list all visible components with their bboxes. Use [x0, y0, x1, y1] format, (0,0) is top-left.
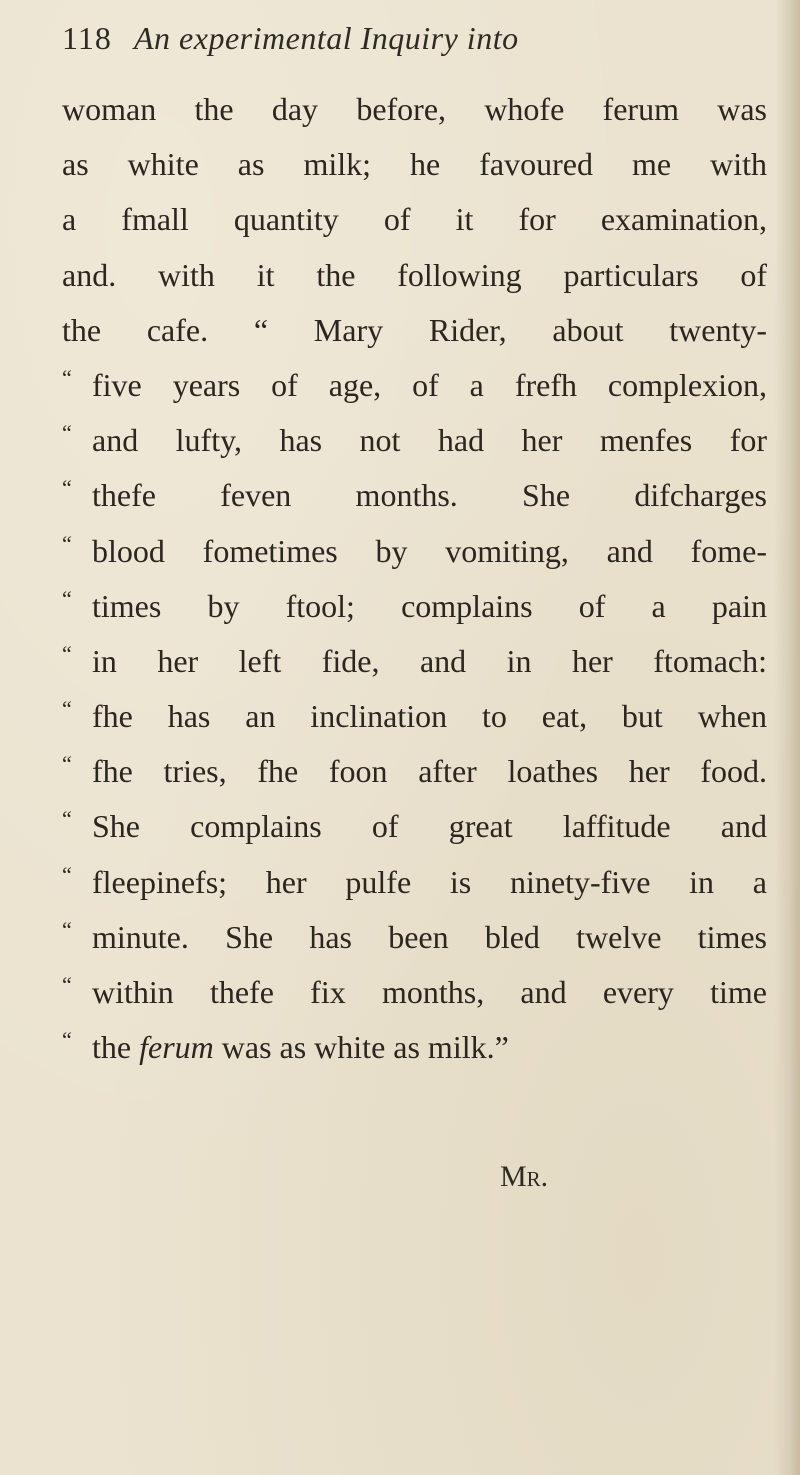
- quoted-line-text: [92, 1020, 767, 1075]
- last-line-prefix: the: [92, 1029, 140, 1066]
- quote-mark: “: [62, 806, 72, 832]
- quote-mark: “: [62, 972, 72, 997]
- text-line: a fmall quantity of it for examination,: [62, 201, 767, 238]
- body-text: [62, 82, 767, 1075]
- running-head-title: An experimental Inquiry into: [134, 20, 519, 56]
- quoted-line: [62, 468, 767, 523]
- quoted-line-text: in her left fide, and in her ftomach:: [92, 642, 767, 679]
- quoted-line: [62, 689, 767, 744]
- quoted-line-last: [62, 1020, 767, 1075]
- quote-mark: “: [62, 640, 72, 666]
- quoted-line-text: fleepinefs; her pulfe is ninety-five in a: [92, 863, 767, 900]
- quoted-line-text: minute. She has been bled twelve times: [92, 918, 767, 955]
- quote-mark: “: [62, 751, 72, 777]
- quoted-line: [62, 524, 767, 579]
- quoted-line-text: within thefe fix months, and every time: [92, 974, 767, 1010]
- page-number: 118: [62, 20, 112, 56]
- quoted-line-text: blood fometimes by vomiting, and fome-: [92, 532, 767, 569]
- quoted-line: [62, 358, 767, 413]
- quote-mark: “: [62, 916, 72, 942]
- quoted-line-text: She complains of great laffitude and: [92, 808, 767, 845]
- quote-mark: “: [62, 420, 72, 446]
- page-edge-shadow: [774, 0, 800, 1475]
- quoted-line-text: five years of age, of a frefh complexion,: [92, 366, 767, 403]
- quote-mark: “: [62, 530, 72, 556]
- quoted-line: [62, 634, 767, 689]
- text-line: as white as milk; he favoured me with: [62, 146, 767, 183]
- quoted-line: [62, 855, 767, 910]
- last-line-suffix: was as white as milk.”: [213, 1029, 509, 1066]
- quote-mark: “: [62, 696, 72, 722]
- catchword: Mr.: [500, 1160, 549, 1193]
- quote-mark: “: [62, 585, 72, 611]
- text-line: woman the day before, whofe ferum was: [62, 91, 767, 127]
- text-line: and. with it the following particulars of: [62, 256, 767, 293]
- quoted-line-text: times by ftool; complains of a pain: [92, 587, 767, 624]
- quoted-line-text: fhe has an inclination to eat, but when: [92, 698, 767, 735]
- italic-word: ferum: [139, 1029, 214, 1066]
- quote-mark: “: [62, 861, 72, 887]
- quoted-line-text: thefe feven months. She difcharges: [92, 477, 767, 514]
- running-head: [62, 20, 519, 66]
- quote-mark: “: [62, 475, 72, 501]
- text-line: the cafe. “ Mary Rider, about twenty-: [62, 311, 767, 348]
- quoted-line-text: fhe tries, fhe foon after loathes her food.: [92, 753, 767, 790]
- quoted-line: [62, 413, 767, 468]
- quoted-line-text: and lufty, has not had her menfes for: [92, 422, 767, 459]
- quote-mark: “: [62, 1027, 72, 1053]
- quoted-line: [62, 965, 767, 1020]
- quoted-line: [62, 799, 767, 854]
- quoted-line: [62, 744, 767, 799]
- quoted-line: [62, 910, 767, 965]
- quote-mark: “: [62, 364, 72, 390]
- quoted-line: [62, 579, 767, 634]
